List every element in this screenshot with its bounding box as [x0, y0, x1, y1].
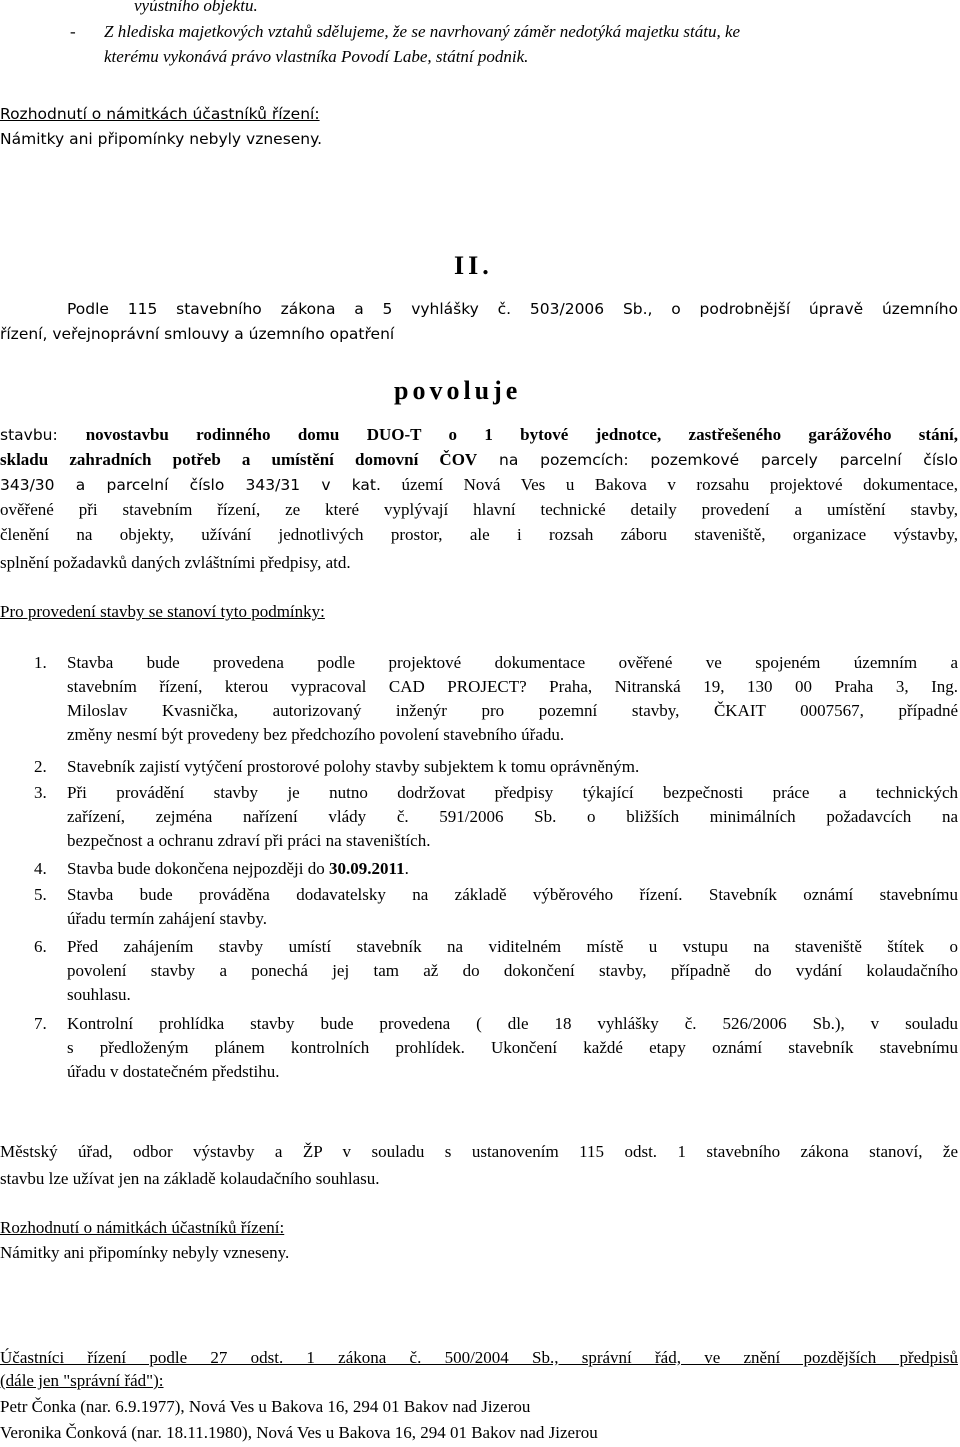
list-dash: - [70, 22, 76, 41]
fragment-line: Z hlediska majetkových vztahů sdělujeme, že se navrhovaný záměr nedotýká majetku státu, ke [104, 22, 741, 41]
participant: Veronika Čonková (nar. 18.11.1980), Nová Ves u Bakova 16, 294 01 Bakov nad Jizerou [0, 1423, 598, 1442]
permit-line: 343/30 a parcelní číslo 343/31 v kat. území Nová Ves u Bakova v rozsahu projektové dokumentace, [0, 475, 959, 494]
intro-line: řízení, veřejnoprávní smlouvy a územního opatření [0, 325, 395, 343]
objections-heading: Rozhodnutí o námitkách účastníků řízení: [0, 1218, 285, 1237]
objections-text: Námitky ani připomínky nebyly vzneseny. [0, 130, 323, 148]
participants-heading: Účastníci řízení podle 27 odst. 1 zákona č. 500/2004 Sb., správní řád, ve znění pozdějších předpisů [0, 1348, 958, 1367]
participants-heading: (dále jen "správní řád"): [0, 1371, 164, 1390]
permit-line: skladu zahradních potřeb a umístění domovní ČOV na pozemcích: pozemkové parcely parcelní číslo [0, 450, 958, 469]
permit-line: členění na objekty, užívání jednotlivých prostor, ale i rozsah záboru staveniště, organizace výstavby, [0, 525, 958, 544]
permit-line: stavbu: novostavbu rodinného domu DUO-T o 1 bytové jednotce, zastřešeného garážového stání, [0, 425, 959, 444]
participant: Petr Čonka (nar. 6.9.1977), Nová Ves u Bakova 16, 294 01 Bakov nad Jizerou [0, 1397, 531, 1416]
permit-line: splnění požadavků daných zvláštními předpisy, atd. [0, 553, 351, 572]
fragment-line: vyústního objektu. [134, 0, 258, 15]
occupancy-line: Městský úřad, odbor výstavby a ŽP v souladu s ustanovením 115 odst. 1 stavebního zákona stanoví, že [0, 1142, 958, 1161]
section-number: II. [454, 251, 493, 280]
decision-verb: povoluje [394, 376, 522, 405]
objections-heading: Rozhodnutí o námitkách účastníků řízení: [0, 105, 320, 123]
occupancy-line: stavbu lze užívat jen na základě kolaudačního souhlasu. [0, 1169, 380, 1188]
intro-line: Podle 115 stavebního zákona a 5 vyhlášky č. 503/2006 Sb., o podrobnější úpravě územního [67, 300, 958, 318]
permit-line: ověřené při stavebním řízení, ze které vyplývají hlavní technické detaily provedení a umístění stavby, [0, 500, 958, 519]
objections-text: Námitky ani připomínky nebyly vzneseny. [0, 1243, 290, 1262]
conditions-heading: Pro provedení stavby se stanoví tyto podmínky: [0, 602, 325, 621]
fragment-line: kterému vykonává právo vlastníka Povodí Labe, státní podnik. [104, 47, 529, 66]
